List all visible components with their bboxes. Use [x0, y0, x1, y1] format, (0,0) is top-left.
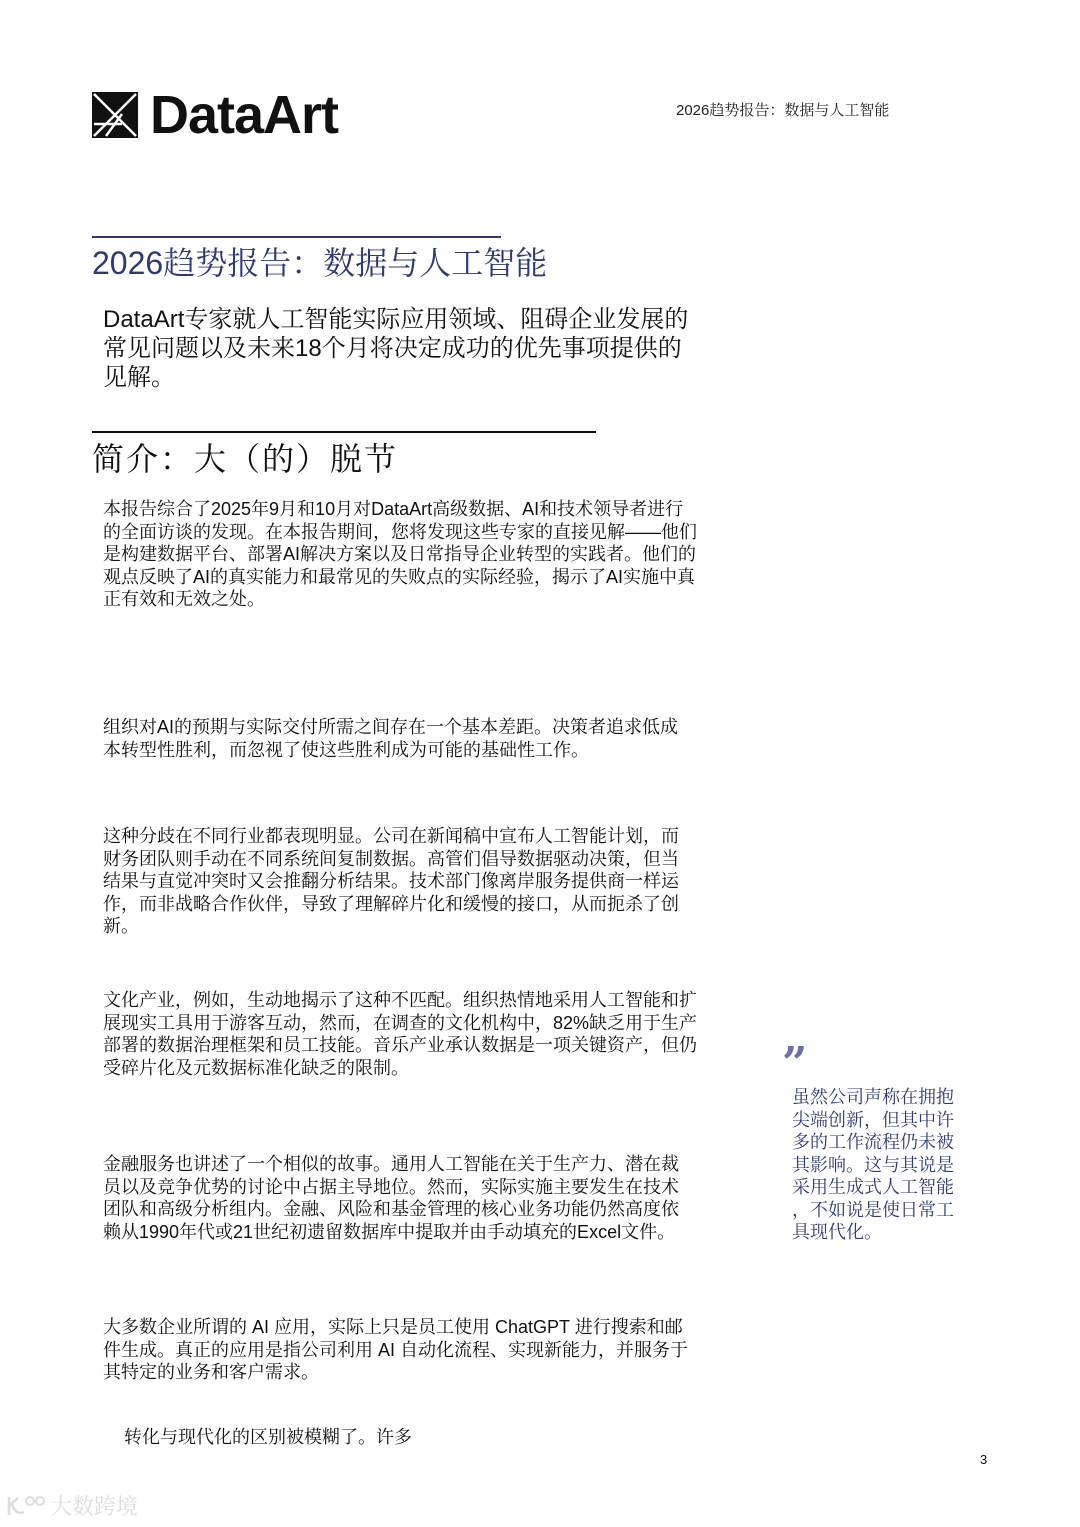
text-line: 团队和高级分析组内。金融、风险和基金管理的核心业务功能仍然高度依	[103, 1199, 679, 1219]
subtitle-line: 常见问题以及未来18个月将决定成功的优先事项提供的	[103, 335, 682, 362]
quote-mark-icon: ”	[782, 1038, 802, 1089]
subtitle	[103, 305, 688, 392]
text-line: 观点反映了AI的真实能力和最常见的失败点的实际经验，揭示了AI实施中真	[103, 566, 696, 587]
text-line: 的全面访谈的发现。在本报告期间，您将发现这些专家的直接见解——他们	[103, 521, 697, 542]
logo-text: DataArt	[150, 85, 339, 145]
text-line: 受碎片化及元数据标准化缺乏的限制。	[103, 1057, 409, 1078]
text-line: 本转型性胜利，而忽视了使这些胜利成为可能的基础性工作。	[103, 739, 589, 760]
dataart-logo-mark-icon	[92, 92, 138, 138]
text-line: 文化产业，例如，生动地揭示了这种不匹配。组织热情地采用人工智能和扩	[103, 990, 697, 1010]
text-line: 展现实工具用于游客互动，然而，在调查的文化机构中，82%缺乏用于生产	[103, 1012, 698, 1033]
text-line: 组织对AI的预期与实际交付所需之间存在一个基本差距。决策者追求低成	[103, 717, 679, 737]
pull-quote	[792, 1086, 954, 1244]
trailing-line: 转化与现代化的区别被模糊了。许多	[124, 1427, 412, 1447]
dataart-logo	[92, 85, 339, 145]
subtitle-line: DataArt专家就人工智能实际应用领域、阻碍企业发展的	[103, 306, 689, 333]
text-line: 作，而非战略合作伙伴，导致了理解碎片化和缓慢的接口，从而扼杀了创	[103, 893, 679, 914]
paragraph-gap	[103, 716, 678, 761]
quote-line: 其影响。这与其说是	[792, 1154, 954, 1175]
quote-line: 采用生成式人工智能	[792, 1177, 954, 1197]
paragraph-intro	[103, 498, 697, 611]
text-line: 本报告综合了2025年9月和10月对DataArt高级数据、AI和技术领导者进行	[103, 499, 684, 519]
text-line: 其特定的业务和客户需求。	[103, 1362, 319, 1382]
section-heading: 简介：大（的）脱节	[92, 441, 399, 477]
paragraph-finance	[103, 1153, 679, 1243]
text-line: 正有效和无效之处。	[103, 589, 265, 609]
section-rule	[92, 431, 596, 433]
page-title: 2026趋势报告：数据与人工智能	[92, 245, 548, 281]
text-line: 部署的数据治理框架和员工技能。音乐产业承认数据是一项关键资产，但仍	[103, 1035, 697, 1055]
paragraph-divergence	[103, 825, 679, 938]
text-line: 员以及竞争优势的讨论中占据主导地位。然而，实际实施主要发生在技术	[103, 1176, 679, 1197]
quote-line: 尖端创新，但其中许	[792, 1109, 954, 1130]
title-rule	[92, 236, 501, 238]
watermark-text: 大数跨境	[50, 1494, 139, 1519]
quote-line: 虽然公司声称在拥抱	[792, 1087, 954, 1107]
watermark-logo-icon	[6, 1494, 46, 1518]
text-line: 大多数企业所谓的 AI 应用，实际上只是员工使用 ChatGPT 进行搜索和邮	[103, 1317, 683, 1337]
text-line: 新。	[103, 916, 139, 936]
quote-line: 多的工作流程仍未被	[792, 1132, 954, 1152]
page-number: 3	[980, 1452, 988, 1467]
text-line: 件生成。真正的应用是指公司利用 AI 自动化流程、实现新能力，并服务于	[103, 1339, 689, 1360]
text-line: 这种分歧在不同行业都表现明显。公司在新闻稿中宣布人工智能计划，而	[103, 826, 679, 846]
text-line: 是构建数据平台、部署AI解决方案以及日常指导企业转型的实践者。他们的	[103, 544, 697, 564]
quote-line: ，不如说是使日常工	[792, 1199, 954, 1220]
paragraph-culture	[103, 989, 697, 1079]
text-line: 赖从1990年代或21世纪初遗留数据库中提取并由手动填充的Excel文件。	[103, 1221, 676, 1242]
subtitle-line: 见解。	[103, 364, 175, 391]
paragraph-ai-usage	[103, 1316, 688, 1384]
text-line: 金融服务也讲述了一个相似的故事。通用人工智能在关于生产力、潜在裁	[103, 1154, 679, 1174]
text-line: 结果与直觉冲突时又会推翻分析结果。技术部门像离岸服务提供商一样运	[103, 871, 679, 891]
running-header: 2026趋势报告：数据与人工智能	[676, 102, 890, 119]
quote-line: 具现代化。	[792, 1222, 882, 1242]
watermark	[6, 1490, 138, 1521]
text-line: 财务团队则手动在不同系统间复制数据。高管们倡导数据驱动决策，但当	[103, 848, 679, 869]
